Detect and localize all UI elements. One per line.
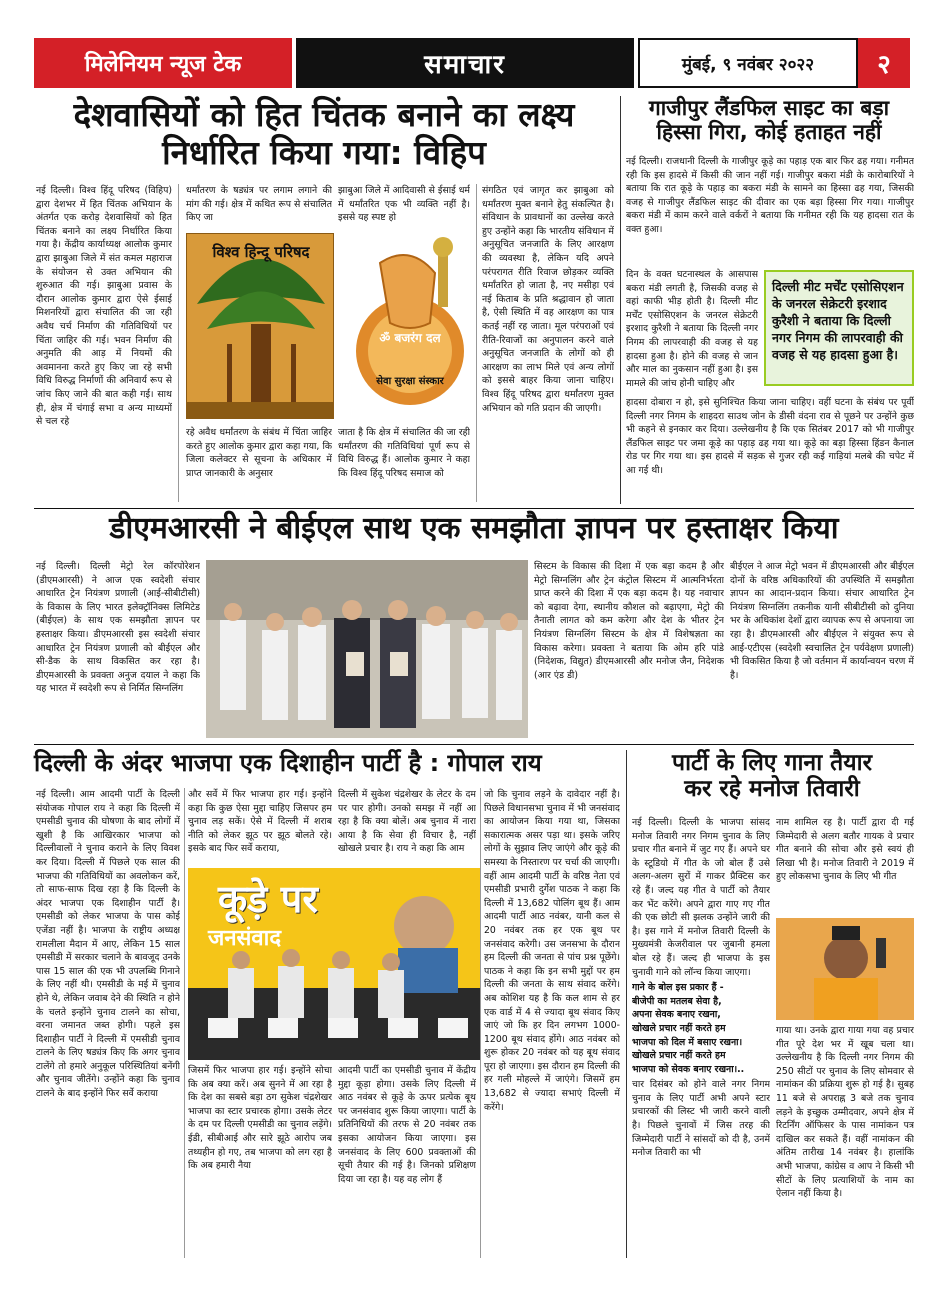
column-divider <box>626 750 627 1258</box>
column-divider <box>178 184 179 502</box>
story5-headline <box>630 750 914 803</box>
story4-col3-top: दिल्ली में सुकेश चंद्रशेखर के लेटर के दम पर पार होगी। उनको समझ में नहीं आ रहा है कि क्या बोलें। अब चुनाव में नारा आया है कि सेवा ही विचार है, नहीं खोखले प्रचार है। राय ने कहा कि आम <box>338 789 476 855</box>
story3-col1: नई दिल्ली। दिल्ली मेट्रो रेल कॉरपोरेशन (डीएमआरसी) ने आज एक स्वदेशी संचार आधारित ट्रेन नियंत्रण प्रणाली (आई-सीबीटीसी) के विकास के लिए भारत इलेक्ट्रॉनिक्स लिमिटेड (बीईएल) के साथ एक समझौता ज्ञापन पर हस्ताक्षर किया। डीएमआरसी इस स्वदेशी संचार आधारित ट्रेन नियंत्रण प्रणाली को बीईएल और सी-डैक के साथ विकसित कर रहा है। डीएमआरसी के प्रवक्ता अनुज दयाल ने कहा कि यह भारत में स्वदेशी रूप से निर्मित सिग्नलिंग <box>36 561 200 695</box>
story5-headline-line2: कर रहे मनोज तिवारी <box>684 776 860 803</box>
section-divider <box>34 508 914 509</box>
story5-col1-end: चार दिसंबर को होने वाले नगर निगम चुनाव के लिए पार्टी अभी अपने स्टार प्रचारकों की लिस्ट भी जारी करने वाली है। पिछले चुनावों में जिस तरह की जिम्मेदारी पार्टी ने सांसदों को दी है, उनमें मनोज तिवारी का भी <box>632 1079 770 1159</box>
mou-ceremony-photo-icon <box>206 560 528 738</box>
story5-headline-line1: पार्टी के लिए गाना तैयार <box>672 750 872 776</box>
kude-par-jansamvad-photo <box>188 868 480 1060</box>
column-divider <box>184 788 185 1258</box>
story2-col-bottom: हादसा दोबारा न हो, इसे सुनिश्चित किया जाना चाहिए। वहीं घटना के संबंध पर पूर्वी दिल्ली नगर निगम के शाहदरा साउथ जोन के डीसी वंदना राव से पूछने पर उन्होंने कुछ भी कहने से इनकार कर दिया। उल्लेखनीय है कि एक सितंबर 2017 को भी गाजीपुर लैंडफिल साइट पर जमा कूड़े का पहाड़ ढह गया था। कूड़े का बड़ा हिस्सा हिंडन कैनाल रोड पर गिर गया था। इस हादसे में सड़क से गुजर रही कई गाड़ियां मलबे की चपेट में आ गई थी। <box>626 397 914 476</box>
story2-pull-quote: दिल्ली मीट मर्चेंट एसोसिएशन के जनरल सेक्रेटरी इरशाद कुरैशी ने बताया कि दिल्ली नगर निगम की लापरवाही की वजह से यह हादसा हुआ है। <box>764 270 914 386</box>
section-divider <box>34 744 914 745</box>
story2-col-top: नई दिल्ली। राजधानी दिल्ली के गाजीपुर कूड़े का पहाड़ एक बार फिर ढह गया। गनीमत रही कि इस हादसे में किसी की जान नहीं गई। गाजीपुर बकरा मंडी के कारोबारियों ने बताया कि रात कूड़े के पहाड़ का बकरा मंडी के सामने का हिस्सा ढह गया, जिसकी वजह से गाजीपुर लैंडफिल साइट की दीवार का एक बड़ा हिस्सा गिर गया। गाजीपुर बकरा मंडी में काम करने वाले वर्करों ने बताया कि गनीमत रही कि यह हादसा रात के वक्त हुआ। <box>626 156 914 235</box>
newspaper-name: मिलेनियम न्यूज टेक <box>34 38 292 88</box>
story5-col2-top: नाम शामिल रह है। पार्टी द्वारा दी गई जिम्मेदारी से अलग बतौर गायक वे प्रचार गीत बनाने की सोचा और इसे स्वयं ही लिखा भी है। मनोज तिवारी ने 2019 में हुए लोकसभा चुनाव के लिए भी गीत <box>776 817 914 883</box>
lyrics-line: गाने के बोल इस प्रकार हैं - <box>632 982 724 994</box>
story4-col1: नई दिल्ली। आम आदमी पार्टी के दिल्ली संयोजक गोपाल राय ने कहा कि दिल्ली में एमसीडी चुनाव की घोषणा के बाद लोगों में खुशी है कि आखिरकार भाजपा को दिल्लीवालों ने चुनाव कराने के लिए विवश कर दिया। दिल्ली में पिछले एक साल की भाजपा की गतिविधियों का अवलोकन करें, तो साफ-साफ दिख रहा है कि दिल्ली के अंदर भाजपा एक दिशाहीन पार्टी है। एमसीडी को लेकर भाजपा के पास कोई एजेंडा नहीं है। भाजपा के राष्ट्रीय अध्यक्ष रामलीला मैदान में आए, लेकिन 15 साल एमसीडी में सरकार चलाने के बावजूद उनके पास 15 साल की एक भी उपलब्धि गिनाने के लिए नहीं थी। एमसीडी के मई में चुनाव होने थे, लेकिन जवाब देने की स्थिति न होने के चलते इन्होंने चुनाव टालने का सोचा, वरना जमानत जब्त होगी। पहले इस दिशाहीन पार्टी ने दिल्ली में एमसीडी चुनाव टालने के लिए षड्यंत्र किए कि अगर चुनाव टालेंगे तो हमारे अनुकूल परिस्थितियां बनेंगी और चुनाव जीतेंगे। उन्होंने कहा कि चुनाव टालने के बाद इन्होंने फिर सर्वे कराया <box>36 789 180 1100</box>
photo-banner-line2: जनसंवाद <box>208 926 282 951</box>
story3-col3: सिस्टम के विकास की दिशा में एक बड़ा कदम है और मेट्रो सिग्नलिंग और ट्रेन कंट्रोल सिस्टम में आत्मनिर्भरता प्राप्त करने की दिशा में एक बड़ा कदम है। यह नवाचार को बढ़ावा देगा, स्थानीय कौशल को बढ़ाएगा, मेट्रो की तैनाती लागत को कम करेगा और देश के भीतर ट्रेन नियंत्रण सिग्नलिंग सिस्टम के क्षेत्र में विशेषज्ञता का विकास करेगा। प्रवक्ता ने बताया कि ओम हरि पांडे (निदेशक, विद्युत) डीएमआरसी और मनोज जैन, निदेशक (आर एंड डी) <box>534 561 724 681</box>
lyrics-line: भाजपा को दिल में बसाए रखना। <box>632 1036 743 1048</box>
lyrics-line: भाजपा को सेवक बनाए रखना।.. <box>632 1063 745 1075</box>
story4-headline: दिल्ली के अंदर भाजपा एक दिशाहीन पार्टी है : गोपाल राय <box>34 749 542 777</box>
story2-headline-line2: हिस्सा गिरा, कोई हताहत नहीं <box>656 120 882 145</box>
story5-col2-bottom: गाया था। उनके द्वारा गाया गया वह प्रचार गीत पूरे देश भर में खूब चला था। उल्लेखनीय है कि दिल्ली नगर निगम की 250 सीटों पर चुनाव के लिए सोमवार से नामांकन की प्रक्रिया शुरू हो गई है। सुबह 11 बजे से अपराह्न 3 बजे तक चुनाव लड़ने के इच्छुक उम्मीदवार, अपने क्षेत्र में रिटर्निंग ऑफिसर के पास नामांकन पत्र दाखिल कर सकते हैं। वहीं नामांकन की अंतिम तारीख 14 नवंबर है। हालांकि अभी भाजपा, कांग्रेस व आप ने किसी भी सीटों के लिए प्रत्याशियों के नाम का ऐलान नहीं किया है। <box>776 1025 914 1200</box>
story1-col4: संगठित एवं जागृत कर झाबुआ को धर्मांतरण मुक्त बनाने हेतु संकल्पित है। संविधान के प्रावधानों का उल्लेख करते हुए उन्होंने कहा कि भारतीय संविधान में अनुसूचित जनजाति के लिए आरक्षण की व्यवस्था है, लेकिन यदि अपने परंपरागत रीति रिवाज छोड़कर व्यक्ति धर्मांतरित हो जाता है, नए मसीहा एवं नई किताब के प्रति श्रद्धावान हो जाता है, ऐसी स्थिति में वह आरक्षण का पात्र कतई नहीं रह जाता। मूल परंपराओं एवं रीति-रिवाजों का अनुपालन करने वाले अनुसूचित जनजाति के लोगों को ही आरक्षण का लाभ मिले एवं अन्य लोगों को इससे बाहर किया जाना चाहिए। विश्व हिंदू परिषद द्वारा धर्मांतरण मुक्त अभियान को गति प्रदान की जाएगी। <box>482 185 614 414</box>
masthead <box>34 38 910 88</box>
story2-headline-line1: गाजीपुर लैंडफिल साइट का बड़ा <box>648 96 890 120</box>
story2-col-mid: दिन के वक्त घटनास्थल के आसपास बकरा मंडी लगती है, जिसकी वजह से वहां काफी भीड़ होती है। दिल्ली मीट मर्चेंट एसोसिएशन के जनरल सेक्रेटरी इरशाद कुरैशी ने बताया कि दिल्ली नगर निगम की लापरवाही की वजह से यह हादसा हुआ है। होने की वजह से जान और माल का नुकसान नहीं हुआ है। इस मामले की जांच होनी चाहिए और <box>626 269 758 389</box>
manoj-tiwari-photo <box>776 918 914 1020</box>
lyrics-line: खोखले प्रचार नहीं करते हम <box>632 1022 726 1034</box>
hanuman-emblem-icon <box>340 233 480 419</box>
bajrang-dal-text-top: ॐ बजरंग दल <box>379 331 441 345</box>
story1-col3-bottom: जाता है कि क्षेत्र में संचालित की जा रही धर्मांतरण की गतिविधियां पूर्ण रूप से विधि विरुद्ध हैं। आलोक कुमार ने कहा कि विश्व हिंदू परिषद समाज को <box>338 427 470 479</box>
story3-col4: बीईएल ने आज मेट्रो भवन में डीएमआरसी और बीईएल दोनों के वरिष्ठ अधिकारियों की उपस्थिति में समझौता ज्ञापन का आदान-प्रदान किया। संचार आधारित ट्रेन नियंत्रण सिग्नलिंग तकनीक यानी सीबीटीसी को दुनिया भर के अधिकांश देशों द्वारा व्यापक रूप से अपनाया जा रहा है। डीएमआरसी और बीईएल ने संयुक्त रूप से आई-एटीएस (स्वदेशी स्वचालित ट्रेन पर्यवेक्षण प्रणाली) भी विकसित किया है जो वर्तमान में कार्यान्वयन चरण में है। <box>730 561 914 681</box>
column-divider <box>620 96 621 504</box>
story5-col1 <box>632 816 770 1258</box>
mou-signing-photo <box>206 560 528 738</box>
story4-col3-bottom: आदमी पार्टी का एमसीडी चुनाव में केंद्रीय मुद्दा कूड़ा होगा। उसके लिए दिल्ली में आठ नवंबर से कूड़े के ऊपर प्रत्येक बूथ पर जनसंवाद शुरू किया जाएगा। पार्टी के प्रतिनिधियों की तरफ से 20 नवंबर तक इसका आयोजन किया जाएगा। इस जनसंवाद के लिए 600 प्रवक्ताओं की सूची तैयार की गई है। जिनको प्रशिक्षण दिया जा रहा है। यह वह लोग हैं <box>338 1065 476 1185</box>
story4-col4: जो कि चुनाव लड़ने के दावेदार नहीं है। पिछले विधानसभा चुनाव में भी जनसंवाद का आयोजन किया गया था, जिसका सकारात्मक असर पड़ा था। इसके जरिए लोगों के सुझाव लिए जाएंगे और कूड़े की समस्या के निस्तारण पर चर्चा की जाएगी। वहीं आम आदमी पार्टी के वरिष्ठ नेता एवं एमसीडी प्रभारी दुर्गेश पाठक ने कहा कि दिल्ली में 13,682 पोलिंग बूथ हैं। आम आदमी पार्टी आठ नवंबर, यानी कल से 20 नवंबर तक हर एक बूथ पर जनसंवाद करेगी। उस जनसभा के दौरान हम दिल्ली की जनता से पांच प्रश्न पूछेंगे। पाठक ने कहा कि इन सभी मुद्दों पर हम दिल्ली की जनता के साथ संवाद करेंगे। अब कोशिश यह है कि कल शाम से हर एक वार्ड में 4 से ज्यादा बूथ संवाद किए जाएं जो कि हर दिन लगभग 1000-1200 बूथ संवाद होंगे। आठ नवंबर को शुरू होकर 20 नवंबर को यह बूथ संवाद पूरा हो जाएगा। इस दौरान हम दिल्ली की हर गली मोहल्ले में जाएंगे। जिसमें हम 13,682 से ज्यादा सभाएं दिल्ली में करेंगे। <box>484 789 620 1113</box>
story4-col2-top: और सर्वे में फिर भाजपा हार गई। इन्होंने कहा कि कुछ ऐसा मुद्दा चाहिए जिसपर हम चुनाव लड़ सकें। ऐसे में दिल्ली में शराब नीति को लेकर झूठ पर झूठ बोलते रहे। इसके बाद फिर सर्वे कराया, <box>188 789 332 855</box>
story1-headline-line2: निर्धारित किया गया: विहिप <box>162 132 486 172</box>
vhp-logo-image <box>186 233 334 419</box>
vhp-logo-text: विश्व हिन्दू परिषद <box>212 243 310 261</box>
issue-date: मुंबई, ९ नवंबर २०२२ <box>638 38 858 88</box>
story2-headline <box>624 96 914 144</box>
singer-portrait-icon <box>776 918 914 1020</box>
story1-headline <box>34 96 614 172</box>
photo-banner-line1: कूड़े पर <box>218 877 318 921</box>
page-number: २ <box>858 38 910 88</box>
column-divider <box>476 184 477 502</box>
lyrics-line: बीजेपी का मतलब सेवा है, <box>632 995 722 1007</box>
story3-headline: डीएमआरसी ने बीईएल साथ एक समझौता ज्ञापन पर हस्ताक्षर किया <box>109 511 839 546</box>
bajrang-dal-text-bottom: सेवा सुरक्षा संस्कार <box>376 376 444 387</box>
lyrics-line: अपना सेवक बनाए रखना, <box>632 1009 721 1021</box>
story5-col1-text: नई दिल्ली। दिल्ली के भाजपा सांसद मनोज तिवारी नगर निगम चुनाव के लिए प्रचार गीत बनाने में जुट गए हैं। अपने घर के स्टूडियो में गीत के जो बोल हैं उसे अलग-अलग सुरों में गाकर प्रैक्टिस कर रहे हैं। जल्द यह गीत वे पार्टी को तैयार कर भेंट करेंगे। अपने द्वारा गाए गए गीत की एक छोटी सी झलक उन्होंने जारी की है। इस गाने में मनोज तिवारी दिल्ली के मुख्यमंत्री केजरीवाल पर जुबानी हमला बोल रहे हैं। जल्द ही भाजपा के इस चुनावी गाने को लॉन्च किया जाएगा। <box>632 817 770 978</box>
story1-col2-top: धर्मांतरण के षड्यंत्र पर लगाम लगाने की मांग की गई। क्षेत्र में कथित रूप से संचालित किए जा <box>186 185 332 224</box>
column-divider <box>480 788 481 1258</box>
story5-lyrics <box>632 981 770 1076</box>
story1-col2-bottom: रहे अवैध धर्मांतरण के संबंध में चिंता जाहिर करते हुए आलोक कुमार द्वारा कहा गया, कि जिला कलेक्टर से सूचना के अधिकार में प्राप्त जानकारी के अनुसार <box>186 427 332 479</box>
story1-col1: नई दिल्ली। विश्व हिंदू परिषद (विहिप) द्वारा देशभर में हित चिंतक अभियान के अंतर्गत एक करोड़ देशवासियों को हित चिंतक बनाने का लक्ष्य निर्धारित किया गया है। केंद्रीय कार्याध्यक्ष आलोक कुमार द्वारा झाबुआ जिले में संत कमल महाराज के संयोजन से उक्त अभियान की शुरुआत की गई। झाबुआ प्रवास के दौरान आलोक कुमार द्वारा ऐसे ईसाई मिशनरियों द्वारा संचालित की जा रही अवैध चर्च निर्माण की गतिविधियों पर चिंता जाहिर की गई। भवन निर्माण की अनुमति की आड़ में नियमों की अवमानना करते हुए किए जा रहे सभी विधि विरुद्ध निर्माणों की अनिवार्य रूप से जांच किए जाने की बात कही गई। साथ ही, क्षेत्र में चंगाई सभा व अन्य माध्यमों से चल रहे <box>36 185 172 428</box>
section-title: समाचार <box>292 38 638 88</box>
story1-col3-top: झाबुआ जिले में आदिवासी से ईसाई धर्म में धर्मांतरित एक भी व्यक्ति नहीं है। इससे यह स्पष्ट हो <box>338 185 470 224</box>
lyrics-line: खोखले प्रचार नहीं करते हम <box>632 1050 726 1062</box>
bajrang-dal-logo-image <box>340 233 480 419</box>
story4-col2-bottom: जिसमें फिर भाजपा हार गई। इन्होंने सोचा कि अब क्या करें। अब सुनने में आ रहा है कि देश का सबसे बड़ा ठग सुकेश चंद्रशेखर भाजपा का स्टार प्रचारक होगा। उसके लेटर के दम पर दिल्ली एमसीडी का चुनाव लड़ेंगे। ईडी, सीबीआई और सारे झूठे आरोप जब तथ्यहीन हो गए, तब भाजपा को लग रहा है कि अब हमारी नैया <box>188 1065 332 1172</box>
story1-headline-line1: देशवासियों को हित चिंतक बनाने का लक्ष्य <box>73 95 575 134</box>
